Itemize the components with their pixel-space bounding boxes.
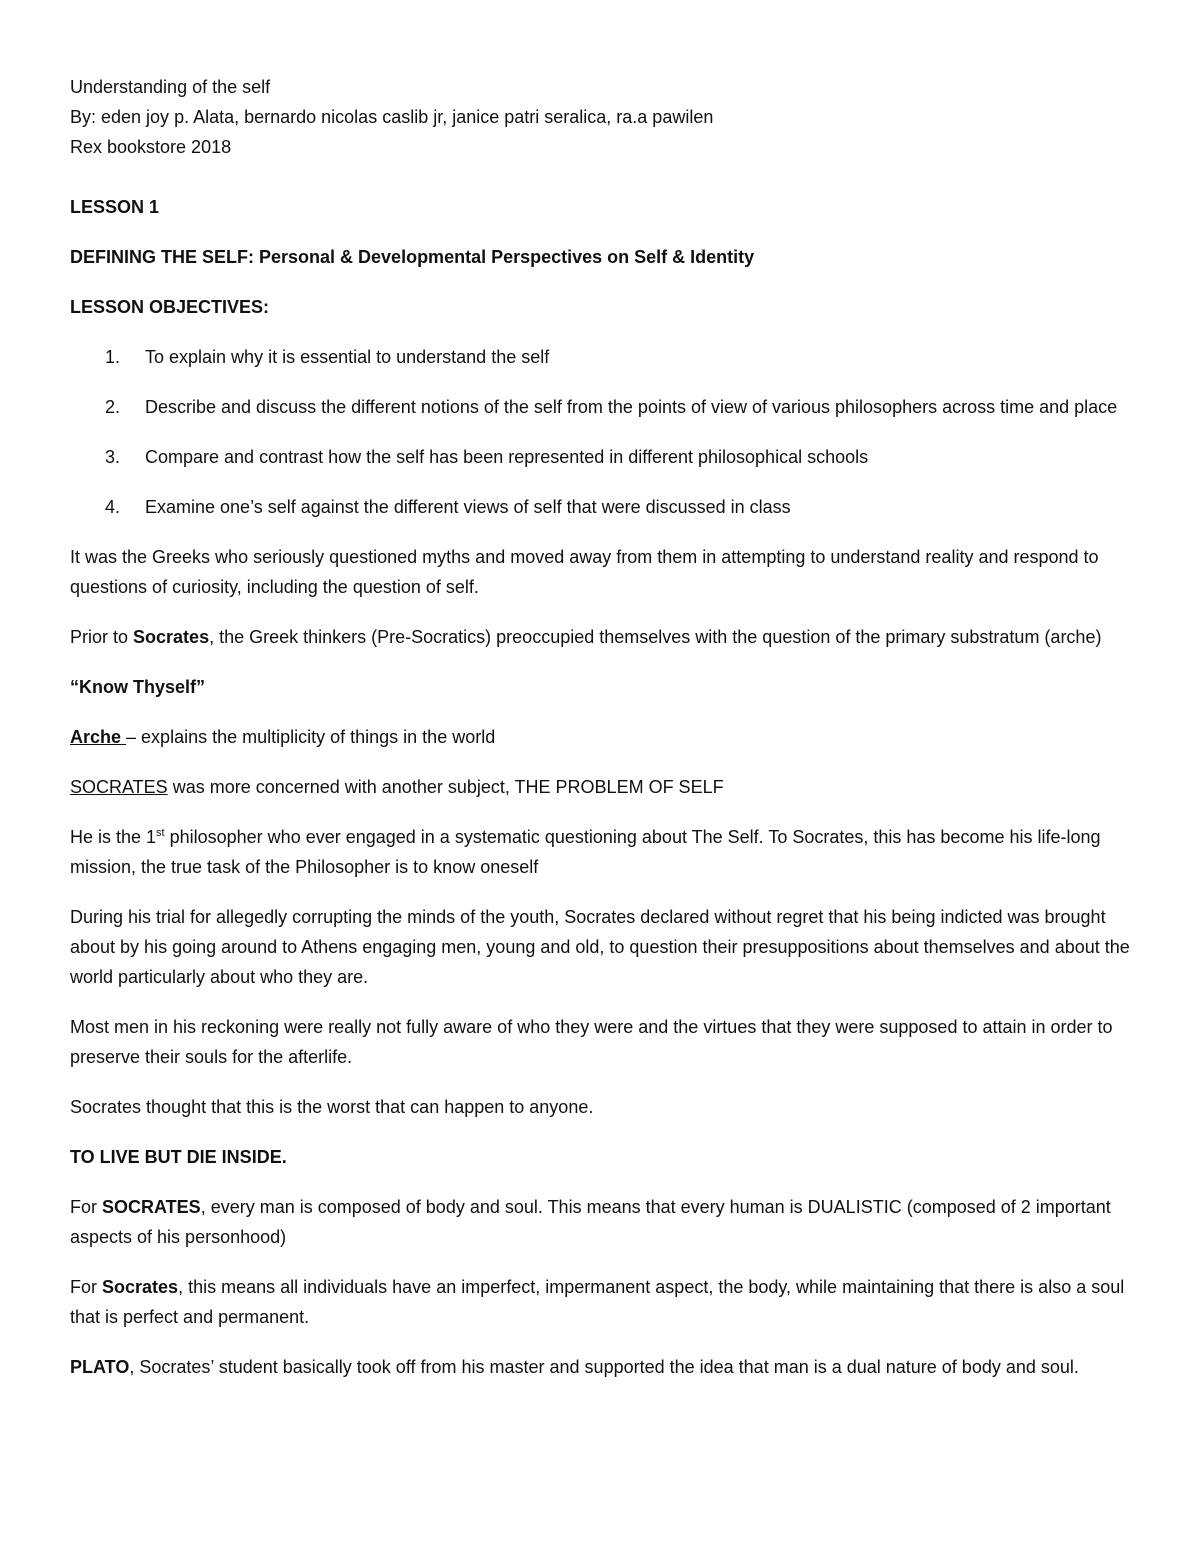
objective-text: To explain why it is essential to understand the self <box>145 347 550 367</box>
objectives-list <box>70 342 1135 522</box>
paragraph-trial: During his trial for allegedly corrupting the minds of the youth, Socrates declared without regret that his being indicted was brought about by his going around to Athens engaging men, young and old, to question their presuppositions about themselves and about the world particularly about who they are. <box>70 907 1130 987</box>
text-run: , Socrates’ student basically took off from his master and supported the idea that man is a dual nature of body and soul. <box>129 1357 1079 1377</box>
paragraph-pre-socratics <box>70 622 1135 652</box>
text-run: , every man is composed of body and soul. This means that every human is DUALISTIC (composed of 2 important aspects of his personhood) <box>70 1197 1111 1247</box>
objective-number: 4. <box>105 497 121 517</box>
text-run-bold: Socrates <box>133 627 210 647</box>
paragraph-body-soul <box>70 1272 1135 1332</box>
paragraph-socrates-concern <box>70 772 1135 802</box>
text-run: Prior to <box>70 627 134 647</box>
document-content <box>70 72 1135 1402</box>
objective-item <box>70 442 1135 472</box>
text-run-bold: SOCRATES <box>102 1197 201 1217</box>
objective-item <box>70 492 1135 522</box>
term-socrates: SOCRATES <box>70 777 168 797</box>
lesson-title: DEFINING THE SELF: Personal & Developmental Perspectives on Self & Identity <box>70 247 755 267</box>
text-run: For <box>70 1277 103 1297</box>
objective-item <box>70 392 1135 422</box>
ordinal-suffix: st <box>156 827 165 839</box>
quote-know-thyself: “Know Thyself” <box>70 677 206 697</box>
lesson-number: LESSON 1 <box>70 197 160 217</box>
text-run: philosopher who ever engaged in a systematic questioning about The Self. To Socrates, this has become his life-long mission, the true task of the Philosopher is to know oneself <box>70 827 1101 877</box>
paragraph-plato <box>70 1352 1135 1382</box>
paragraph-most-men: Most men in his reckoning were really not fully aware of who they were and the virtues that they were supposed to attain in order to preserve their souls for the afterlife. <box>70 1017 1113 1067</box>
paragraph-dualistic <box>70 1192 1135 1252</box>
paragraph-greeks: It was the Greeks who seriously questioned myths and moved away from them in attempting to understand reality and respond to questions of curiosity, including the question of self. <box>70 547 1099 597</box>
text-run: – explains the multiplicity of things in the world <box>126 727 496 747</box>
objective-item <box>70 342 1135 372</box>
book-publisher: Rex bookstore 2018 <box>70 137 232 157</box>
term-arche: Arche <box>70 727 127 747</box>
objective-text: Examine one’s self against the different views of self that were discussed in class <box>145 497 791 517</box>
text-run-bold: PLATO <box>70 1357 130 1377</box>
text-run: He is the 1 <box>70 827 157 847</box>
objective-number: 3. <box>105 447 121 467</box>
book-authors: By: eden joy p. Alata, bernardo nicolas caslib jr, janice patri seralica, ra.a pawilen <box>70 107 714 127</box>
text-run-bold: Socrates <box>102 1277 179 1297</box>
heading-live-die-inside: TO LIVE BUT DIE INSIDE. <box>70 1147 287 1167</box>
text-run: , this means all individuals have an imperfect, impermanent aspect, the body, while maintaining that there is also a soul that is perfect and permanent. <box>70 1277 1125 1327</box>
text-run: For <box>70 1197 103 1217</box>
paragraph-first-philosopher <box>70 822 1135 882</box>
paragraph-arche <box>70 722 1135 752</box>
paragraph-worst: Socrates thought that this is the worst that can happen to anyone. <box>70 1097 594 1117</box>
objective-text: Describe and discuss the different notions of the self from the points of view of various philosophers across time and place <box>145 397 1118 417</box>
objectives-heading: LESSON OBJECTIVES: <box>70 297 270 317</box>
objective-number: 2. <box>105 397 121 417</box>
text-run: , the Greek thinkers (Pre-Socratics) preoccupied themselves with the question of the primary substratum (arche) <box>209 627 1102 647</box>
book-title: Understanding of the self <box>70 77 271 97</box>
objective-text: Compare and contrast how the self has been represented in different philosophical schools <box>145 447 869 467</box>
text-run: was more concerned with another subject, THE PROBLEM OF SELF <box>167 777 724 797</box>
objective-number: 1. <box>105 347 121 367</box>
